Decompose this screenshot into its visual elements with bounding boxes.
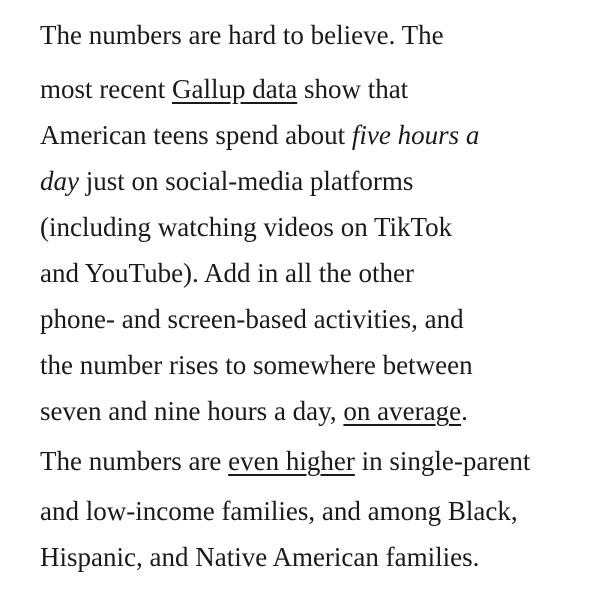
line-text: and YouTube). Add in all the other (40, 258, 415, 288)
gallup-data-link[interactable]: Gallup data (171, 74, 298, 104)
text-line (40, 534, 479, 580)
text-line (40, 488, 518, 534)
text-line (40, 342, 473, 388)
emphasis-text: five hours a (351, 120, 480, 150)
line-text: Hispanic, and Native American families. (40, 542, 480, 572)
text-line (40, 388, 468, 434)
line-text: most recent (40, 74, 172, 104)
text-line (40, 12, 444, 58)
emphasis-text: day (40, 166, 79, 196)
line-text: seven and nine hours a day, (40, 396, 344, 426)
text-line (40, 204, 452, 250)
text-line (40, 250, 414, 296)
line-text: in single-parent (354, 446, 531, 476)
text-line (40, 66, 408, 112)
line-text: and low-income families, and among Black, (40, 496, 518, 526)
text-line (40, 296, 464, 342)
line-text: show that (297, 74, 409, 104)
line-text: American teens spend about (40, 120, 352, 150)
text-line (40, 112, 479, 158)
line-text: (including watching videos on TikTok (40, 212, 453, 242)
text-line (40, 158, 413, 204)
line-text: just on social-media platforms (78, 166, 414, 196)
line-text: the number rises to somewhere between (40, 350, 473, 380)
on-average-link[interactable]: on average (343, 396, 462, 426)
line-text: The numbers are hard to believe. The (40, 20, 444, 50)
line-text: phone- and screen-based activities, and (40, 304, 464, 334)
text-line (40, 438, 530, 484)
even-higher-link[interactable]: even higher (228, 446, 355, 476)
line-text: . (461, 396, 468, 426)
line-text: The numbers are (40, 446, 229, 476)
